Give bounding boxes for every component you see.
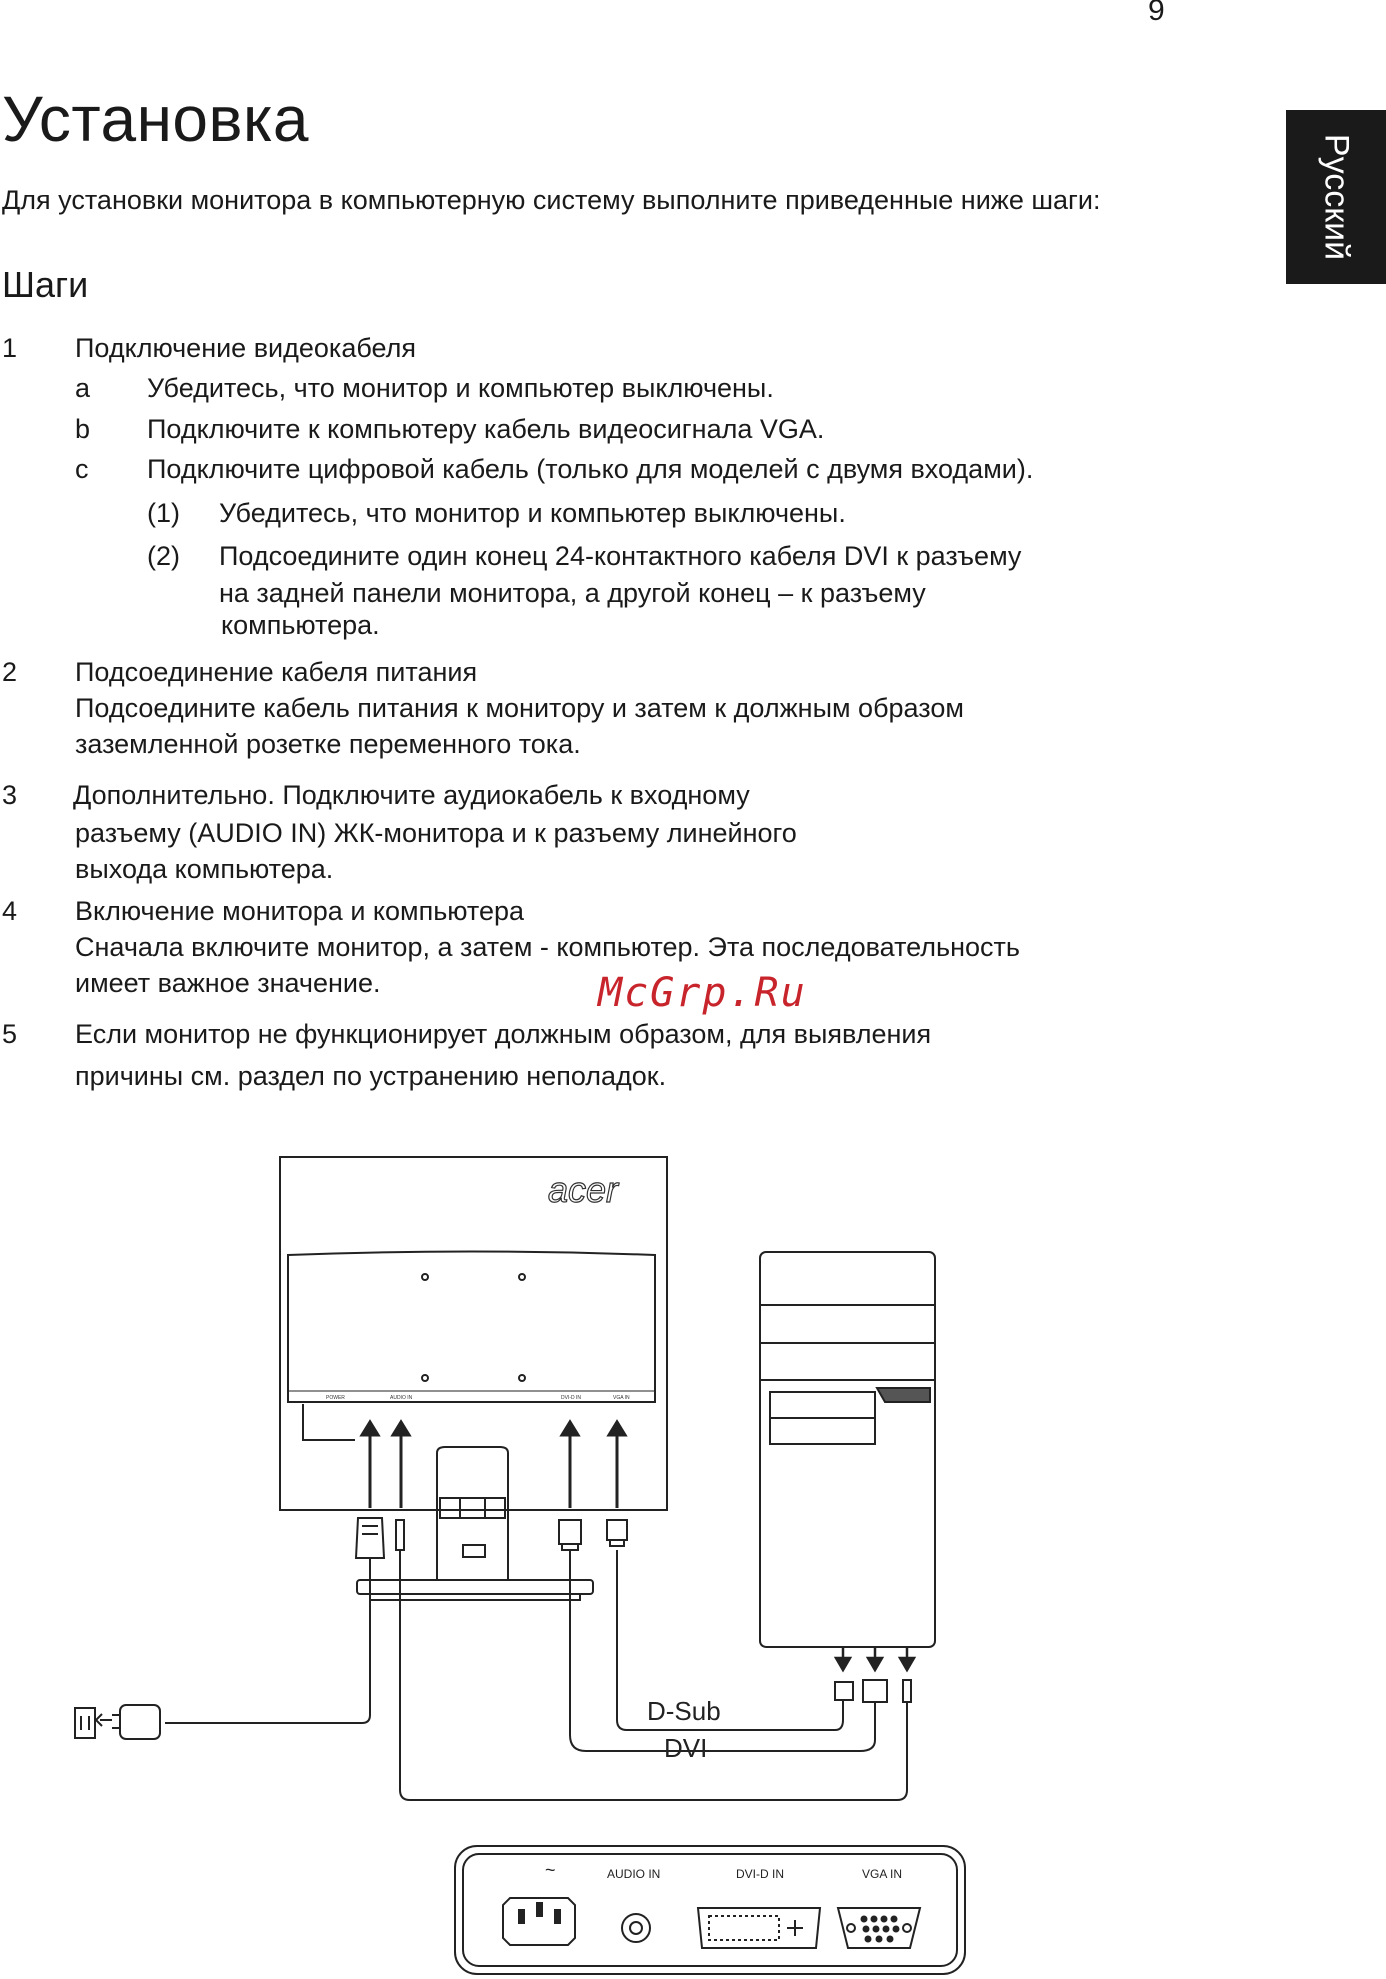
subsubstep-text: Подсоедините один конец 24-контактного кабеля DVI к разъему (219, 541, 1022, 571)
steps-heading: Шаги (2, 264, 89, 305)
audio-plug-icon (396, 1520, 404, 1550)
substep-letter: a (75, 373, 91, 403)
dsub-plug-icon (607, 1520, 627, 1540)
substep-letter: c (75, 454, 89, 484)
step-text: Сначала включите монитор, а затем - компьютер. Эта последовательность (75, 932, 1020, 962)
step-text: заземленной розетке переменного тока. (75, 729, 581, 759)
step-title: Включение монитора и компьютера (75, 896, 525, 926)
dvi-cable-label: DVI (664, 1733, 708, 1763)
dvi-plug-icon (559, 1520, 581, 1544)
pc-audio-plug-icon (903, 1680, 911, 1702)
substep-text: Подключите к компьютеру кабель видеосигнала VGA. (147, 414, 825, 444)
monitor-port-audio: AUDIO IN (390, 1395, 413, 1401)
port-dvi-d-in-label: DVI-D IN (736, 1867, 784, 1881)
substep-text: Убедитесь, что монитор и компьютер выключены. (147, 373, 774, 403)
port-panel (455, 1846, 965, 1974)
step-number: 5 (2, 1019, 18, 1049)
step-text: Дополнительно. Подключите аудиокабель к входному (73, 780, 750, 810)
step-number: 1 (2, 333, 18, 363)
port-audio-in-label: AUDIO IN (607, 1867, 661, 1881)
monitor-stand (437, 1447, 508, 1510)
pc-plugs (835, 1680, 911, 1715)
connection-diagram (0, 1140, 1386, 1979)
pc-arrows (836, 1648, 914, 1670)
step-number: 2 (2, 657, 18, 687)
step-text: причины см. раздел по устранению неполадок. (75, 1061, 667, 1091)
pc-dsub-plug-icon (835, 1682, 853, 1700)
step-text: имеет важное значение. (75, 968, 381, 998)
page-number: 9 (1148, 0, 1165, 27)
acer-logo: acer (548, 1169, 619, 1210)
audio-cable (400, 1560, 907, 1800)
step-text: выхода компьютера. (75, 854, 334, 884)
monitor-plugs (356, 1518, 627, 1560)
audio-in-port-icon (622, 1914, 650, 1942)
subsubstep-text: Убедитесь, что монитор и компьютер выключены. (219, 498, 846, 528)
language-tab (1286, 110, 1386, 284)
pc-dvi-plug-icon (863, 1680, 887, 1702)
substep-letter: b (75, 414, 91, 444)
dsub-cable-label: D-Sub (647, 1696, 721, 1726)
step-text: Подсоедините кабель питания к монитору и затем к должным образом (75, 693, 964, 723)
cables (165, 1550, 907, 1800)
step-number: 3 (2, 780, 18, 810)
page-title: Установка (2, 83, 309, 155)
power-plug-icon (356, 1518, 384, 1558)
watermark: McGrp.Ru (598, 970, 807, 1016)
step-number: 4 (2, 896, 18, 926)
intro-paragraph: Для установки монитора в компьютерную систему выполните приведенные ниже шаги: (2, 185, 1101, 215)
monitor-back (280, 1157, 667, 1600)
subsubstep-number: (1) (147, 498, 180, 528)
power-plug-end-icon (112, 1705, 160, 1739)
subsubstep-number: (2) (147, 541, 180, 571)
substep-text: Подключите цифровой кабель (только для моделей с двумя входами). (147, 454, 1034, 484)
monitor-port-power: POWER (326, 1395, 345, 1401)
monitor-arrows (362, 1422, 625, 1508)
port-vga-in-label: VGA IN (862, 1867, 903, 1881)
subsubstep-text: компьютера. (221, 610, 380, 640)
monitor-base (357, 1580, 593, 1594)
dvi-cable (570, 1550, 875, 1751)
ac-symbol: ~ (545, 1860, 556, 1880)
step-text: Если монитор не функционирует должным образом, для выявления (75, 1019, 932, 1049)
monitor-port-dvi: DVI-D IN (561, 1395, 581, 1401)
power-cable (165, 1558, 370, 1723)
step-title: Подсоединение кабеля питания (75, 657, 478, 687)
monitor-port-vga: VGA IN (613, 1395, 630, 1401)
step-title: Подключение видеокабеля (75, 333, 416, 363)
language-tab-label: Русский (1317, 133, 1356, 261)
subsubstep-text: на задней панели монитора, а другой конец – к разъему (219, 578, 926, 608)
computer-tower (760, 1252, 935, 1647)
step-text: разъему (AUDIO IN) ЖК-монитора и к разъему линейного (75, 818, 797, 848)
wall-outlet-icon (75, 1708, 112, 1738)
